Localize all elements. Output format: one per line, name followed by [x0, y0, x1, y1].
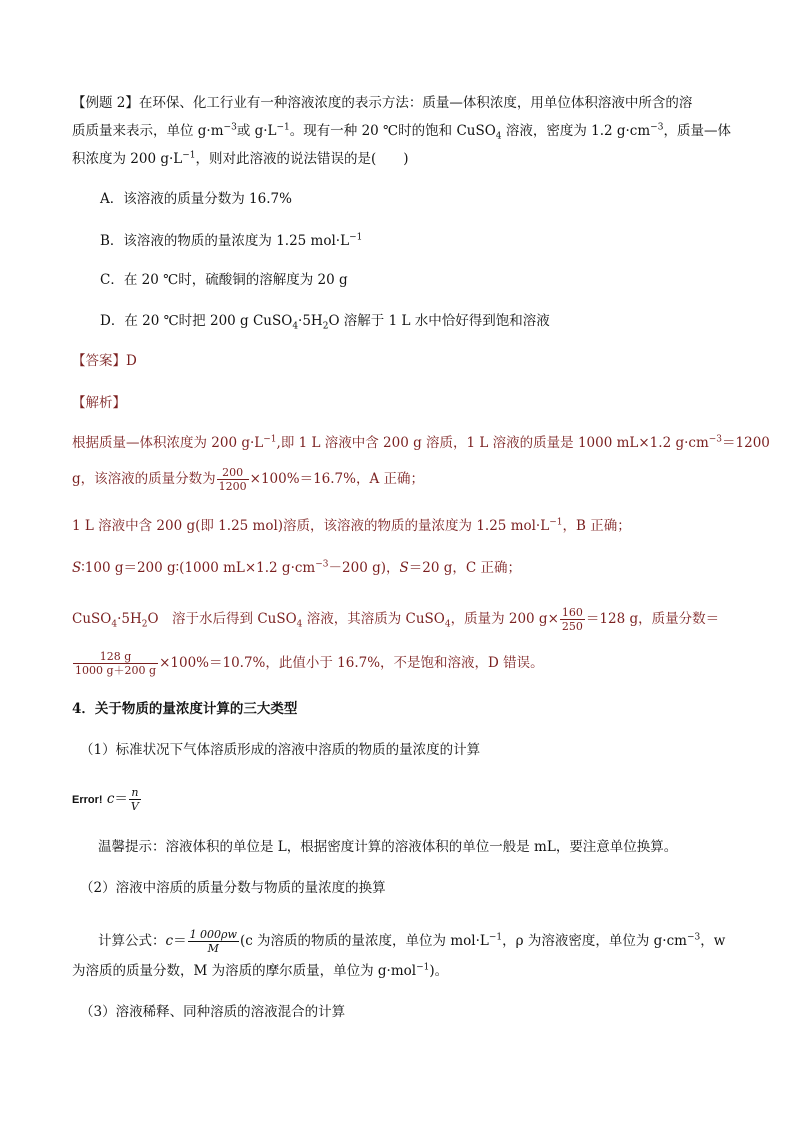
- fraction-128-1200: $\frac{128 g}{1000 g+200 g}$: [75, 650, 157, 677]
- section-4-item-2: （2）溶液中溶质的质量分数与物质的量浓度的换算: [80, 880, 386, 896]
- option-a: A．该溶液的质量分数为 16.7%: [100, 191, 292, 207]
- analysis-paragraph-1: 根据质量—体积浓度为 200 $g\cdot L^{-1}$,即 1 L 溶液中含 200 g 溶质，1 L 溶液的质量是 1000 mL×1.2 $g\cdot cm^{-3}=1200$: [72, 434, 770, 451]
- section-4-title: 4．关于物质的量浓度计算的三大类型: [72, 701, 298, 717]
- fraction-n-v: $\frac{n}{V}$: [130, 786, 139, 813]
- example-question-line-3: 积浓度为 200 $g\cdot L^{-1}$，则对此溶液的说法错误的是( ): [72, 150, 409, 167]
- option-d: D．在 20 ℃时把 200 g $CuSO_4\cdot 5H_2O$ 溶解于 1 L 水中恰好得到饱和溶液: [100, 313, 550, 332]
- analysis-paragraph-2: 1 L 溶液中含 200 g(即 1.25 mol)溶质，该溶液的物质的量浓度为 1.25 $mol\cdot L^{-1}$，B 正确；: [72, 517, 631, 534]
- section-4-item-3: （3）溶液稀释、同种溶质的溶液混合的计算: [80, 1004, 346, 1020]
- fraction-1000-rho-w-over-m: $\frac{1 000\rho w}{M}$: [189, 928, 237, 955]
- formula-c-n-v: Error! c＝ $\frac{n}{V}$: [72, 786, 139, 813]
- option-c: C．在 20 ℃时，硫酸铜的溶解度为 20 g: [100, 272, 348, 288]
- analysis-paragraph-3: S∶100 g＝200 g∶(1000 mL×1.2 $g\cdot cm^{-3}-200$ g)，S＝20 g，C 正确；: [72, 559, 521, 576]
- analysis-paragraph-4: $CuSO_4\cdot 5H_2O$ 溶于水后得到 CuSO$_4$ 溶液，其溶质为 CuSO$_4$，质量为 200 g× $\frac{160}{250}$ ＝128 g，质量分数＝: [72, 606, 720, 633]
- analysis-paragraph-1-cont: g，该溶液的质量分数为 $\frac{200}{1200}$ ×100%＝16.7%，A 正确；: [72, 466, 424, 493]
- fraction-160-250: $\frac{160}{250}$: [561, 606, 583, 633]
- calc-formula-line-2: 为溶质的质量分数，M 为溶质的摩尔质量，单位为 g·mol$^{-1}$)。: [72, 962, 449, 979]
- example-question-line-2: 质质量来表示，单位 $g\cdot m^{-3}$或 $g\cdot L^{-1}$。现有一种 20 ℃时的饱和 CuSO$_4$ 溶液，密度为 1.2 $g\cdot cm^{-3}$，质量—体: [72, 122, 731, 142]
- analysis-paragraph-4-cont: $\frac{128 g}{1000 g+200 g}$ ×100%＝10.7%，此值小于 16.7%，不是饱和溶液，D 错误。: [75, 650, 544, 677]
- calc-formula-line-1: 计算公式：c＝ $\frac{1 000\rho w}{M}$ (c 为溶质的物质的量浓度，单位为 $mol\cdot L^{-1}$，ρ 为溶液密度，单位为 $g\cdot cm^{-3}$，w: [98, 928, 726, 955]
- fraction-200-1200: $\frac{200}{1200}$: [218, 466, 247, 493]
- answer-label: 【答案】D: [72, 353, 137, 369]
- example-question-line-1: 【例题 2】在环保、化工行业有一种溶液浓度的表示方法：质量—体积浓度，用单位体积溶液中所含的溶: [72, 95, 693, 111]
- section-4-item-1: （1）标准状况下气体溶质形成的溶液中溶质的物质的量浓度的计算: [80, 742, 481, 758]
- tip-text: 温馨提示：溶液体积的单位是 L，根据密度计算的溶液体积的单位一般是 mL，要注意单位换算。: [98, 839, 678, 855]
- analysis-label: 【解析】: [72, 395, 126, 411]
- option-b: B．该溶液的物质的量浓度为 1.25 $mol\cdot L^{-1}$: [100, 232, 363, 249]
